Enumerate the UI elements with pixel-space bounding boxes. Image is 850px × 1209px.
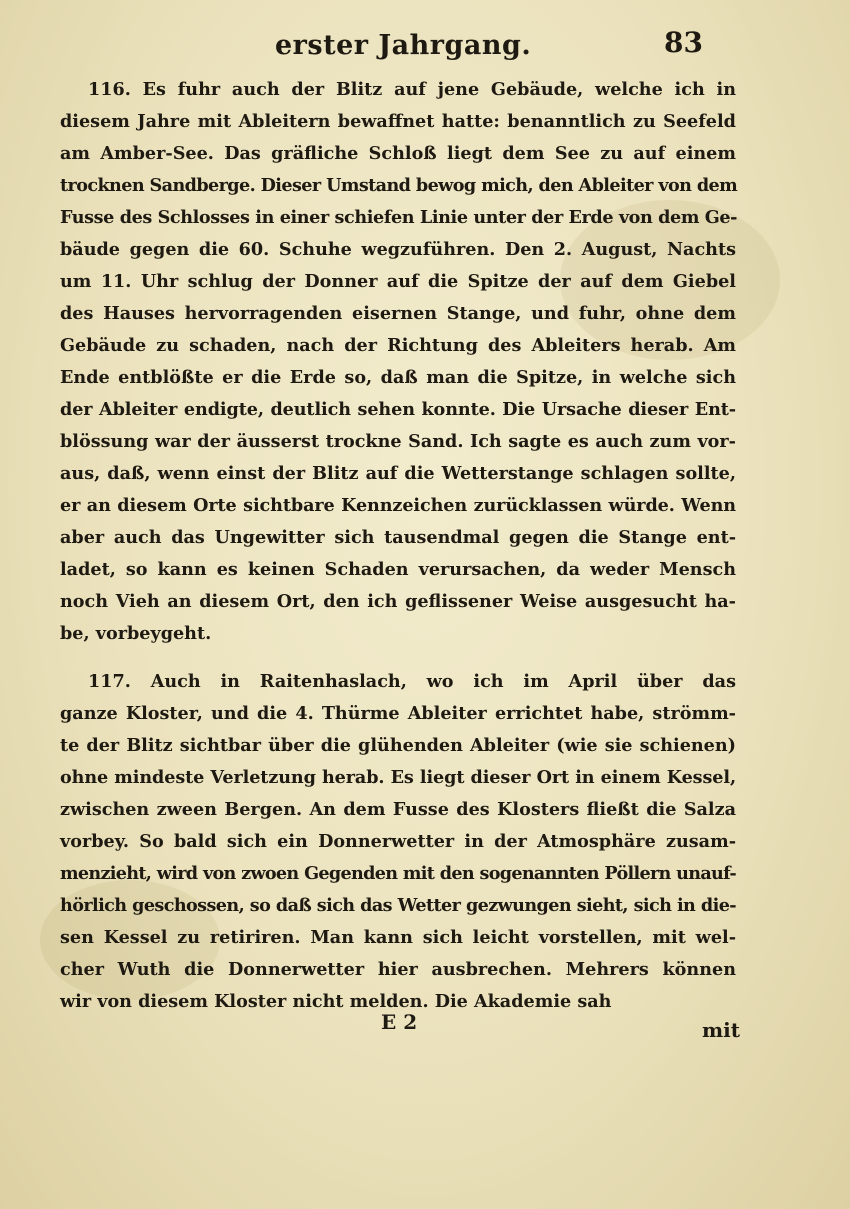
paragraph-116 [60, 74, 736, 650]
catchword: mit [702, 1018, 740, 1042]
signature-mark: E 2 [381, 1010, 418, 1034]
text-line: hörlich geschossen, so daß sich das Wetter gezwungen sieht, sich in die- [60, 895, 736, 916]
text-line: wir von diesem Kloster nicht melden. Die Akademie sah [60, 991, 612, 1012]
text-line: diesem Jahre mit Ableitern bewaffnet hatte: benanntlich zu Seefeld [60, 111, 736, 132]
text-line: noch Vieh an diesem Ort, den ich geflissener Weise ausgesucht ha- [60, 591, 736, 612]
text-line: des Hauses hervorragenden eisernen Stange, und fuhr, ohne dem [60, 303, 736, 324]
text-line: aus, daß, wenn einst der Blitz auf die Wetterstange schlagen sollte, [60, 463, 736, 484]
page-number: 83 [664, 26, 703, 59]
text-line: cher Wuth die Donnerwetter hier ausbrechen. Mehrers können [60, 959, 736, 980]
paragraph-117 [60, 666, 736, 1018]
text-line: Gebäude zu schaden, nach der Richtung des Ableiters herab. Am [60, 335, 736, 356]
text-line: ganze Kloster, und die 4. Thürme Ableiter errichtet habe, strömm- [60, 703, 736, 724]
text-line: Fusse des Schlosses in einer schiefen Linie unter der Erde von dem Ge- [60, 207, 738, 228]
running-head-title: erster Jahrgang. [275, 30, 532, 61]
text-line: te der Blitz sichtbar über die glühenden Ableiter (wie sie schienen) [60, 735, 736, 756]
page-footer [0, 1010, 850, 1046]
text-line: 116. Es fuhr auch der Blitz auf jene Gebäude, welche ich in [88, 79, 736, 100]
text-line: er an diesem Orte sichtbare Kennzeichen zurücklassen würde. Wenn [60, 495, 736, 516]
text-line: sen Kessel zu retiriren. Man kann sich leicht vorstellen, mit wel- [60, 927, 736, 948]
text-line: blössung war der äusserst trockne Sand. Ich sagte es auch zum vor- [60, 431, 736, 452]
text-line: am Amber-See. Das gräfliche Schloß liegt dem See zu auf einem [60, 143, 736, 164]
text-line: der Ableiter endigte, deutlich sehen konnte. Die Ursache dieser Ent- [60, 399, 736, 420]
text-line: menzieht, wird von zwoen Gegenden mit den sogenannten Pöllern unauf- [60, 863, 736, 884]
text-line: um 11. Uhr schlug der Donner auf die Spitze der auf dem Giebel [60, 271, 736, 292]
running-head [0, 26, 850, 66]
text-line: be, vorbeygeht. [60, 623, 212, 644]
text-line: ohne mindeste Verletzung herab. Es liegt dieser Ort in einem Kessel, [60, 767, 736, 788]
text-line: trocknen Sandberge. Dieser Umstand bewog mich, den Ableiter von dem [60, 175, 738, 196]
text-line: bäude gegen die 60. Schuhe wegzuführen. Den 2. August, Nachts [60, 239, 736, 260]
text-line: vorbey. So bald sich ein Donnerwetter in der Atmosphäre zusam- [60, 831, 736, 852]
text-line: 117. Auch in Raitenhaslach, wo ich im April über das [88, 671, 736, 692]
text-line: zwischen zween Bergen. An dem Fusse des Klosters fließt die Salza [60, 799, 736, 820]
text-line: aber auch das Ungewitter sich tausendmal gegen die Stange ent- [60, 527, 736, 548]
text-line: ladet, so kann es keinen Schaden verursachen, da weder Mensch [60, 559, 736, 580]
text-line: Ende entblößte er die Erde so, daß man die Spitze, in welche sich [60, 367, 736, 388]
